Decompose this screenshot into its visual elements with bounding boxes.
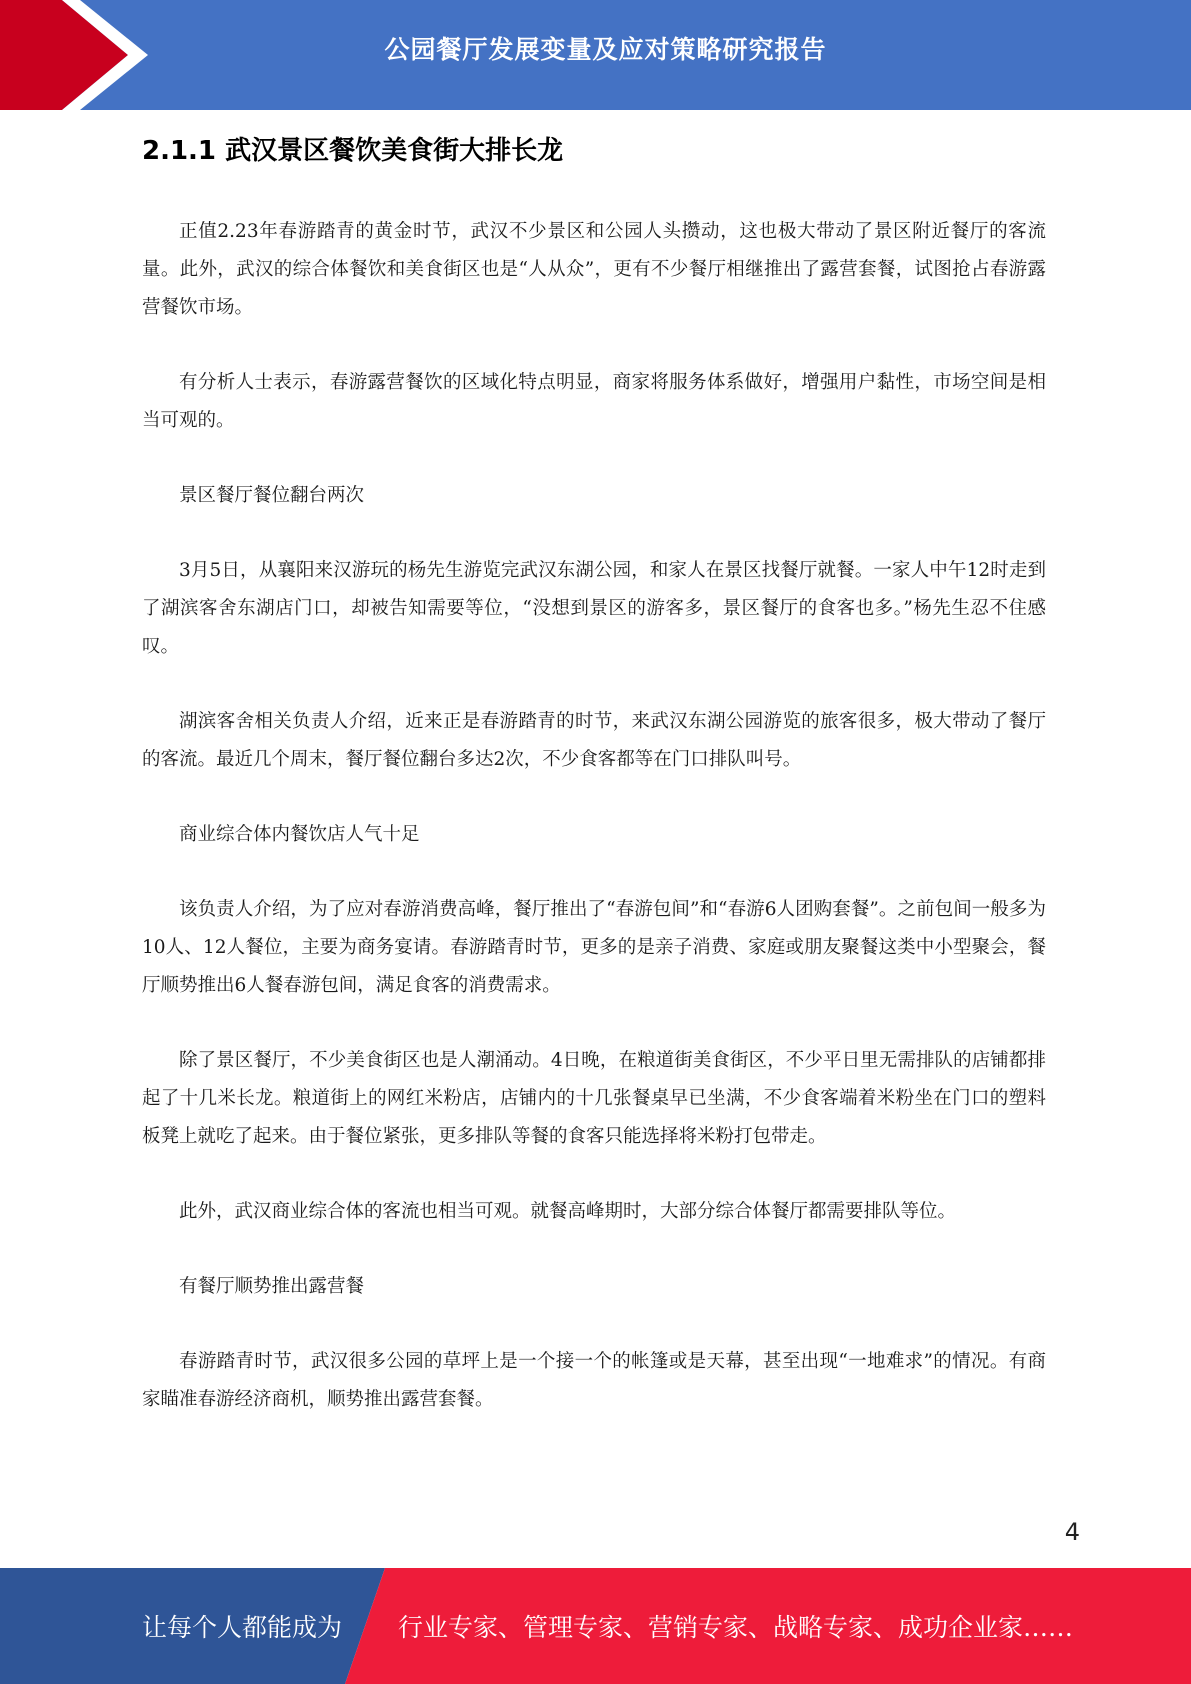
section-heading: 2.1.1 武汉景区餐饮美食街大排长龙 [142, 136, 564, 166]
page-number: 4 [1064, 1518, 1080, 1546]
paragraph: 春游踏青时节，武汉很多公园的草坪上是一个接一个的帐篷或是天幕，甚至出现“一地难求”的情况。有商家瞄准春游经济商机，顺势推出露营套餐。 [142, 1351, 1046, 1410]
subheading: 商业综合体内餐饮店人气十足 [179, 824, 420, 845]
footer-slogan-left: 让每个人都能成为 [142, 1613, 343, 1642]
page-footer [0, 1568, 1191, 1684]
subheading: 景区餐厅餐位翻台两次 [179, 485, 365, 506]
paragraph: 该负责人介绍，为了应对春游消费高峰，餐厅推出了“春游包间”和“春游6人团购套餐”。之前包间一般多为10人、12人餐位，主要为商务宴请。春游踏青时节，更多的是亲子消费、家庭或朋友聚餐这类中小型聚会，餐厅顺势推出6人餐春游包间，满足食客的消费需求。 [142, 899, 1046, 996]
body-content [142, 213, 1046, 1456]
paragraph: 除了景区餐厅，不少美食街区也是人潮涌动。4日晚，在粮道街美食街区，不少平日里无需排队的店铺都排起了十几米长龙。粮道街上的网红米粉店，店铺内的十几张餐桌早已坐满，不少食客端着米粉坐在门口的塑料板凳上就吃了起来。由于餐位紧张，更多排队等餐的食客只能选择将米粉打包带走。 [142, 1050, 1046, 1147]
paragraph: 此外，武汉商业综合体的客流也相当可观。就餐高峰期时，大部分综合体餐厅都需要排队等位。 [179, 1201, 957, 1222]
footer-slogan-right: 行业专家、管理专家、营销专家、战略专家、成功企业家…… [398, 1613, 1074, 1642]
paragraph: 有分析人士表示，春游露营餐饮的区域化特点明显，商家将服务体系做好，增强用户黏性，市场空间是相当可观的。 [142, 372, 1046, 431]
paragraph: 3月5日，从襄阳来汉游玩的杨先生游览完武汉东湖公园，和家人在景区找餐厅就餐。一家人中午12时走到了湖滨客舍东湖店门口，却被告知需要等位，“没想到景区的游客多，景区餐厅的食客也多。”杨先生忍不住感叹。 [142, 560, 1046, 657]
report-title: 公园餐厅发展变量及应对策略研究报告 [384, 35, 827, 64]
paragraph: 湖滨客舍相关负责人介绍，近来正是春游踏青的时节，来武汉东湖公园游览的旅客很多，极大带动了餐厅的客流。最近几个周末，餐厅餐位翻台多达2次，不少食客都等在门口排队叫号。 [142, 711, 1046, 770]
paragraph: 正值2.23年春游踏青的黄金时节，武汉不少景区和公园人头攒动，这也极大带动了景区附近餐厅的客流量。此外，武汉的综合体餐饮和美食街区也是“人从众”，更有不少餐厅相继推出了露营套餐，试图抢占春游露营餐饮市场。 [142, 221, 1046, 318]
subheading: 有餐厅顺势推出露营餐 [179, 1276, 365, 1297]
page-header [0, 0, 1191, 110]
